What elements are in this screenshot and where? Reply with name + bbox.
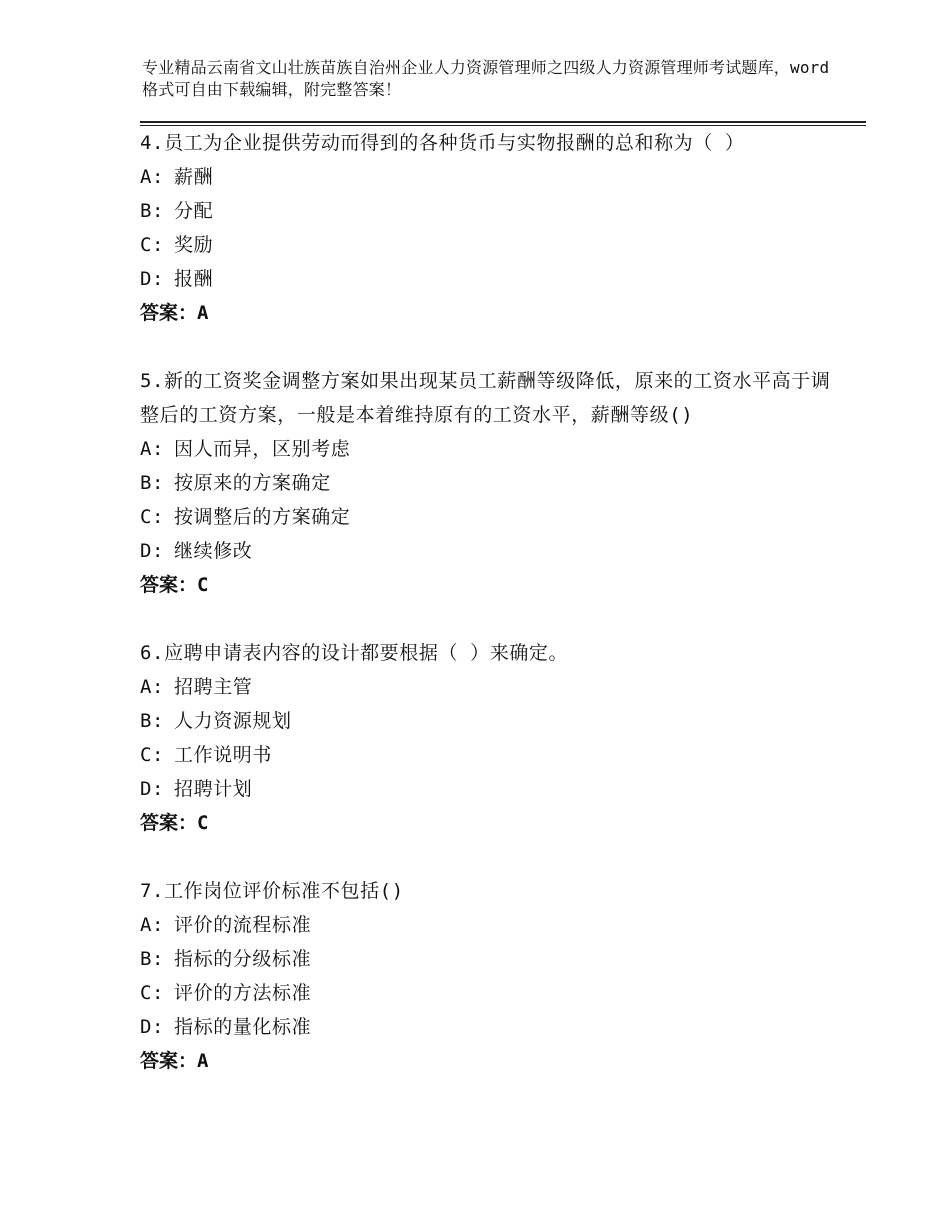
option-text: 招聘主管 bbox=[174, 676, 253, 698]
option-letter: A: bbox=[140, 676, 165, 698]
option-letter: D: bbox=[140, 778, 165, 800]
answer-label: 答案： bbox=[140, 302, 198, 324]
option-c bbox=[140, 500, 840, 534]
option-text: 因人而异，区别考虑 bbox=[174, 438, 351, 460]
option-text: 分配 bbox=[174, 200, 214, 222]
answer-label: 答案： bbox=[140, 812, 198, 834]
option-letter: B: bbox=[140, 200, 165, 222]
option-letter: B: bbox=[140, 948, 165, 970]
option-d bbox=[140, 534, 840, 568]
option-letter: A: bbox=[140, 438, 165, 460]
question-7 bbox=[140, 874, 840, 1078]
option-letter: B: bbox=[140, 710, 165, 732]
question-list bbox=[140, 126, 840, 1112]
question-4 bbox=[140, 126, 840, 330]
option-text: 继续修改 bbox=[174, 540, 253, 562]
answer-value: C bbox=[197, 574, 209, 596]
option-a bbox=[140, 670, 840, 704]
option-b bbox=[140, 466, 840, 500]
option-text: 按调整后的方案确定 bbox=[174, 506, 351, 528]
header-rule-thick bbox=[140, 121, 866, 123]
option-letter: B: bbox=[140, 472, 165, 494]
question-text: 4.员工为企业提供劳动而得到的各种货币与实物报酬的总和称为（ ） bbox=[140, 132, 745, 154]
question-6 bbox=[140, 636, 840, 840]
option-c bbox=[140, 228, 840, 262]
option-letter: D: bbox=[140, 268, 165, 290]
option-letter: C: bbox=[140, 506, 165, 528]
answer-line bbox=[140, 1044, 840, 1078]
option-text: 招聘计划 bbox=[174, 778, 253, 800]
question-text: 6.应聘申请表内容的设计都要根据（ ）来确定。 bbox=[140, 642, 569, 664]
option-text: 人力资源规划 bbox=[174, 710, 292, 732]
option-text: 指标的分级标准 bbox=[174, 948, 312, 970]
question-5 bbox=[140, 364, 840, 602]
question-text: 5.新的工资奖金调整方案如果出现某员工薪酬等级降低，原来的工资水平高于调整后的工资方案，一般是本着维持原有的工资水平，薪酬等级() bbox=[140, 370, 831, 426]
option-text: 按原来的方案确定 bbox=[174, 472, 331, 494]
option-letter: A: bbox=[140, 166, 165, 188]
option-b bbox=[140, 704, 840, 738]
option-letter: C: bbox=[140, 982, 165, 1004]
option-letter: D: bbox=[140, 1016, 165, 1038]
option-a bbox=[140, 432, 840, 466]
option-text: 奖励 bbox=[174, 234, 214, 256]
option-text: 评价的方法标准 bbox=[174, 982, 312, 1004]
option-letter: C: bbox=[140, 744, 165, 766]
option-a bbox=[140, 908, 840, 942]
option-b bbox=[140, 942, 840, 976]
option-text: 薪酬 bbox=[174, 166, 214, 188]
answer-label: 答案： bbox=[140, 1050, 198, 1072]
option-text: 指标的量化标准 bbox=[174, 1016, 312, 1038]
option-text: 报酬 bbox=[174, 268, 214, 290]
option-text: 工作说明书 bbox=[174, 744, 273, 766]
option-letter: D: bbox=[140, 540, 165, 562]
option-c bbox=[140, 738, 840, 772]
answer-label: 答案： bbox=[140, 574, 198, 596]
option-a bbox=[140, 160, 840, 194]
option-b bbox=[140, 194, 840, 228]
answer-value: A bbox=[197, 302, 209, 324]
option-letter: A: bbox=[140, 914, 165, 936]
answer-value: A bbox=[197, 1050, 209, 1072]
answer-value: C bbox=[197, 812, 209, 834]
answer-line bbox=[140, 806, 840, 840]
answer-line bbox=[140, 568, 840, 602]
answer-line bbox=[140, 296, 840, 330]
document-header bbox=[142, 57, 832, 101]
option-d bbox=[140, 772, 840, 806]
option-letter: C: bbox=[140, 234, 165, 256]
header-text: 专业精品云南省文山壮族苗族自治州企业人力资源管理师之四级人力资源管理师考试题库，word格式可自由下载编辑，附完整答案！ bbox=[142, 58, 830, 99]
option-text: 评价的流程标准 bbox=[174, 914, 312, 936]
question-text: 7.工作岗位评价标准不包括() bbox=[140, 880, 404, 902]
option-d bbox=[140, 1010, 840, 1044]
option-d bbox=[140, 262, 840, 296]
option-c bbox=[140, 976, 840, 1010]
